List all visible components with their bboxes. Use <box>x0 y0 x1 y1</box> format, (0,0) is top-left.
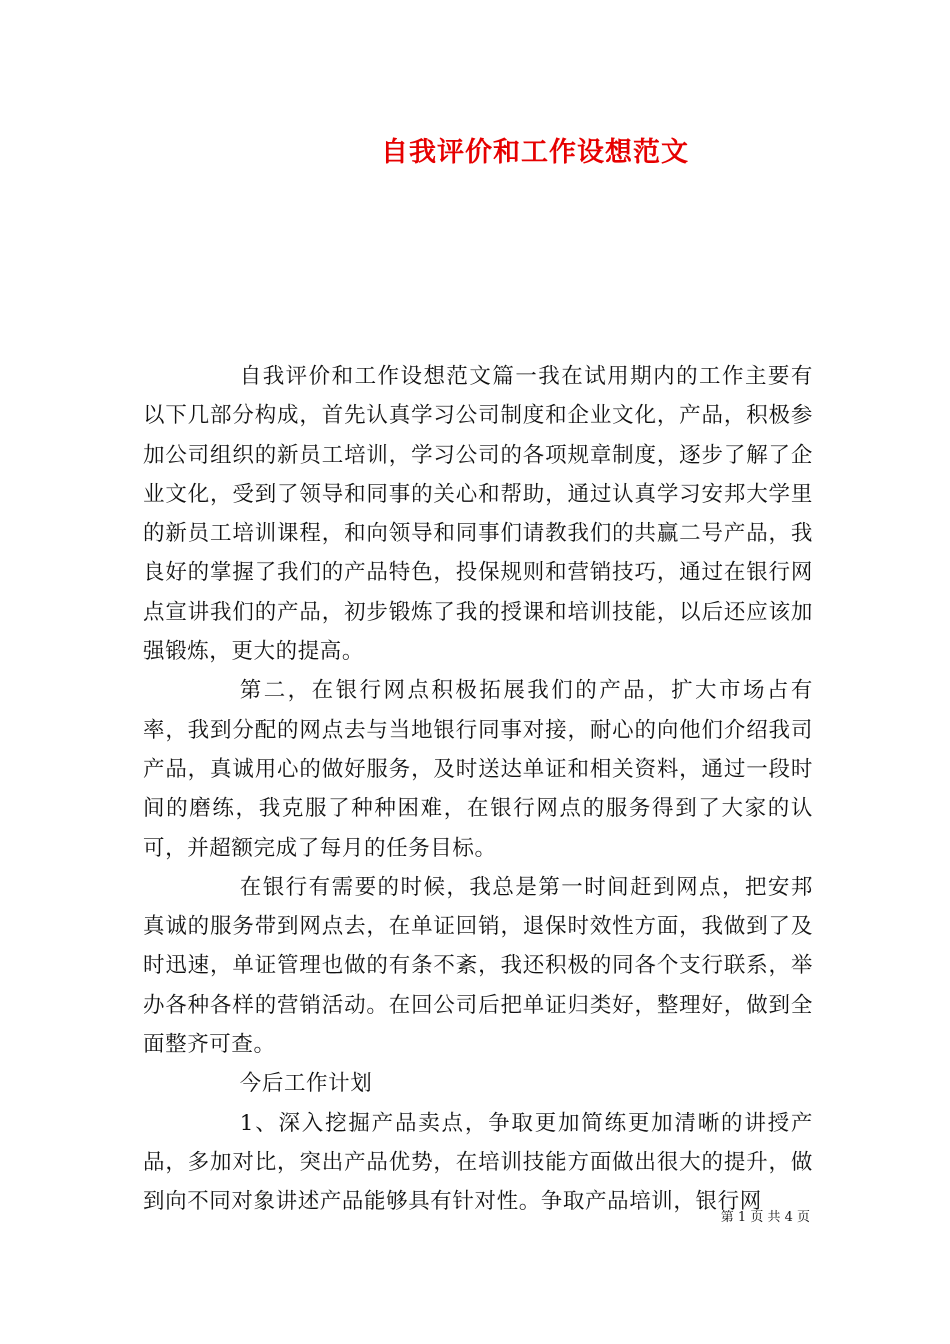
document-body <box>143 357 813 1222</box>
page-number-footer: 第 1 页 共 4 页 <box>720 1210 810 1225</box>
paragraph-third: 在银行有需要的时候，我总是第一时间赶到网点，把安邦真诚的服务带到网点去，在单证回销，退保时效性方面，我做到了及时迅速，单证管理也做的有条不紊，我还积极的同各个支行联系，举办各种各样的营销活动。在回公司后把单证归类好，整理好，做到全面整齐可查。 <box>143 874 813 1058</box>
section-heading-future-plan: 今后工作计划 <box>239 1071 373 1097</box>
paragraph-intro: 自我评价和工作设想范文篇一我在试用期内的工作主要有以下几部分构成，首先认真学习公司制度和企业文化，产品，积极参加公司组织的新员工培训，学习公司的各项规章制度，逐步了解了企业文化，受到了领导和同事的关心和帮助，通过认真学习安邦大学里的新员工培训课程，和向领导和同事们请教我们的共赢二号产品，我良好的掌握了我们的产品特色，投保规则和营销技巧，通过在银行网点宣讲我们的产品，初步锻炼了我的授课和培训技能，以后还应该加强锻炼，更大的提高。 <box>143 364 813 665</box>
paragraph-second: 第二，在银行网点积极拓展我们的产品，扩大市场占有率，我到分配的网点去与当地银行同事对接，耐心的向他们介绍我司产品，真诚用心的做好服务，及时送达单证和相关资料，通过一段时间的磨练，我克服了种种困难，在银行网点的服务得到了大家的认可，并超额完成了每月的任务目标。 <box>143 678 813 861</box>
document-title: 自我评价和工作设想范文 <box>381 137 689 168</box>
paragraph-plan-item-1: 1、深入挖掘产品卖点，争取更加简练更加清晰的讲授产品，多加对比，突出产品优势，在培训技能方面做出很大的提升，做到向不同对象讲述产品能够具有针对性。争取产品培训，银行网 <box>143 1110 813 1215</box>
